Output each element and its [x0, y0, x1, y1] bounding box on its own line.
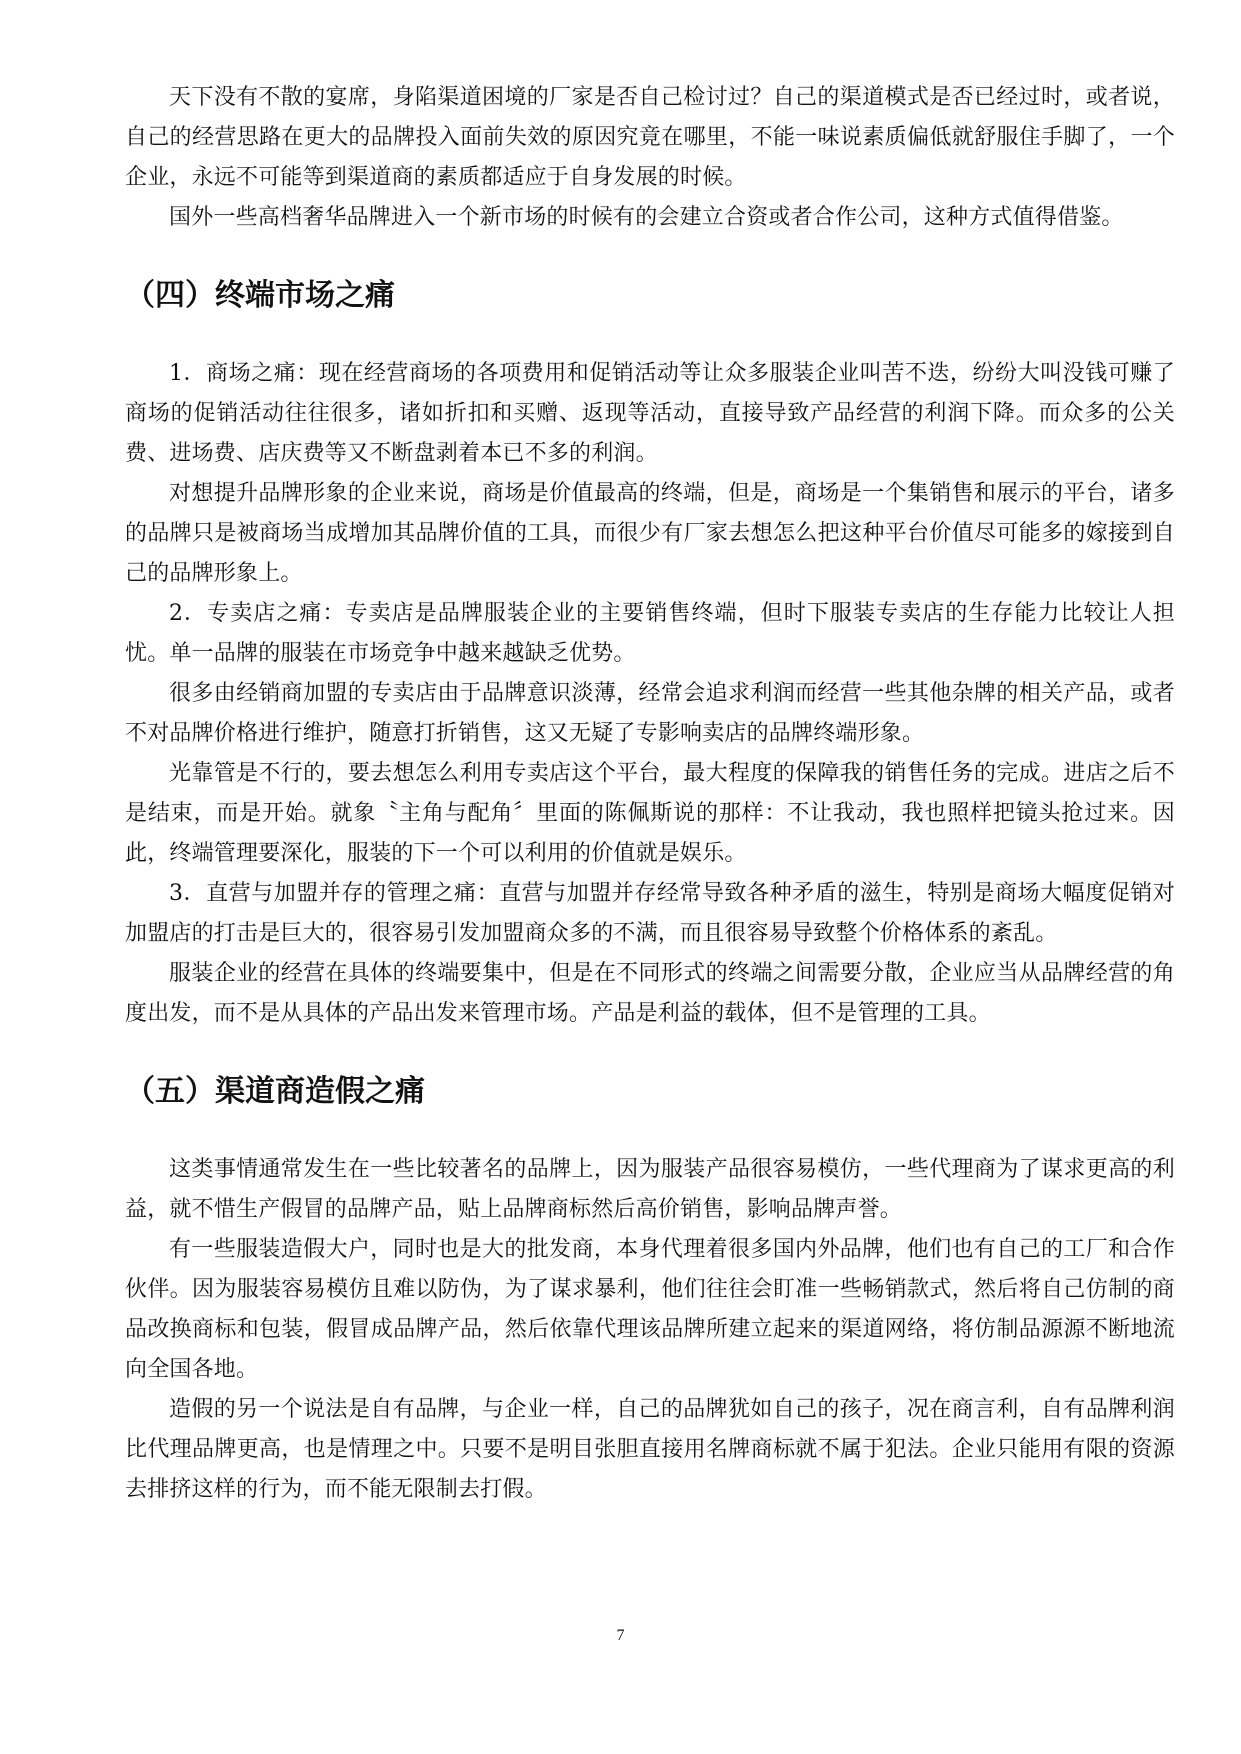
paragraph: 很多由经销商加盟的专卖店由于品牌意识淡薄，经常会追求利润而经营一些其他杂牌的相关产品，或者不对品牌价格进行维护，随意打折销售，这又无疑了专影响卖店的品牌终端形象。 [125, 681, 1175, 746]
paragraph: 对想提升品牌形象的企业来说，商场是价值最高的终端，但是，商场是一个集销售和展示的平台，诸多的品牌只是被商场当成增加其品牌价值的工具，而很少有厂家去想怎么把这种平台价值尽可能多的嫁接到自己的品牌形象上。 [125, 481, 1175, 586]
section-heading-4: （四）终端市场之痛 [125, 278, 395, 313]
paragraph: 1．商场之痛：现在经营商场的各项费用和促销活动等让众多服装企业叫苦不迭，纷纷大叫没钱可赚了商场的促销活动往往很多，诸如折扣和买赠、返现等活动，直接导致产品经营的利润下降。而众多的公关费、进场费、店庆费等又不断盘剥着本已不多的利润。 [125, 361, 1175, 466]
paragraph: 3．直营与加盟并存的管理之痛：直营与加盟并存经常导致各种矛盾的滋生，特别是商场大幅度促销对加盟店的打击是巨大的，很容易引发加盟商众多的不满，而且很容易导致整个价格体系的紊乱。 [125, 881, 1175, 946]
paragraph: 光靠管是不行的，要去想怎么利用专卖店这个平台，最大程度的保障我的销售任务的完成。进店之后不是结束，而是开始。就象〝主角与配角〞里面的陈佩斯说的那样：不让我动，我也照样把镜头抢过来。因此，终端管理要深化，服装的下一个可以利用的价值就是娱乐。 [125, 761, 1175, 866]
document-body [125, 78, 1175, 1510]
paragraph: 服装企业的经营在具体的终端要集中，但是在不同形式的终端之间需要分散，企业应当从品牌经营的角度出发，而不是从具体的产品出发来管理市场。产品是利益的载体，但不是管理的工具。 [125, 961, 1175, 1026]
paragraph: 造假的另一个说法是自有品牌，与企业一样，自己的品牌犹如自己的孩子，况在商言利，自有品牌利润比代理品牌更高，也是情理之中。只要不是明目张胆直接用名牌商标就不属于犯法。企业只能用有限的资源去排挤这样的行为，而不能无限制去打假。 [125, 1397, 1175, 1502]
page-number: 7 [616, 1627, 625, 1644]
paragraph: 国外一些高档奢华品牌进入一个新市场的时候有的会建立合资或者合作公司，这种方式值得借鉴。 [169, 205, 1124, 230]
paragraph: 2．专卖店之痛：专卖店是品牌服装企业的主要销售终端，但时下服装专卖店的生存能力比较让人担忧。单一品牌的服装在市场竞争中越来越缺乏优势。 [125, 601, 1175, 666]
paragraph: 这类事情通常发生在一些比较著名的品牌上，因为服装产品很容易模仿，一些代理商为了谋求更高的利益，就不惜生产假冒的品牌产品，贴上品牌商标然后高价销售，影响品牌声誉。 [125, 1157, 1175, 1222]
paragraph: 有一些服装造假大户，同时也是大的批发商，本身代理着很多国内外品牌，他们也有自己的工厂和合作伙伴。因为服装容易模仿且难以防伪，为了谋求暴利，他们往往会盯准一些畅销款式，然后将自己仿制的商品改换商标和包装，假冒成品牌产品，然后依靠代理该品牌所建立起来的渠道网络，将仿制品源源不断地流向全国各地。 [125, 1237, 1175, 1382]
paragraph: 天下没有不散的宴席，身陷渠道困境的厂家是否自己检讨过？自己的渠道模式是否已经过时，或者说，自己的经营思路在更大的品牌投入面前失效的原因究竟在哪里，不能一味说素质偏低就舒服住手脚了，一个企业，永远不可能等到渠道商的素质都适应于自身发展的时候。 [125, 85, 1175, 190]
section-heading-5: （五）渠道商造假之痛 [125, 1074, 425, 1109]
